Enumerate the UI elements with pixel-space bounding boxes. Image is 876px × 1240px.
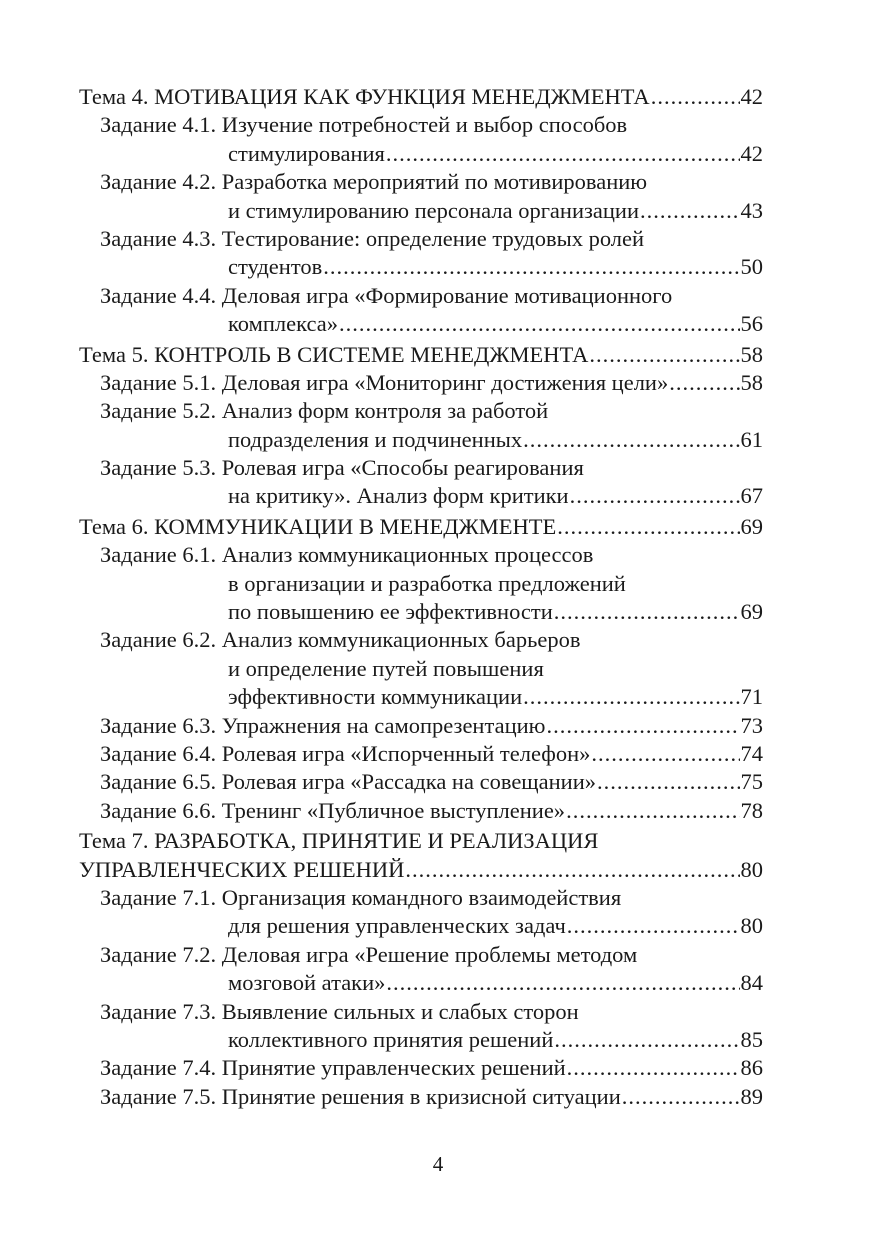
toc-continuation-line	[79, 426, 763, 454]
dot-leader	[339, 310, 740, 338]
toc-entry-text: Задание 7.2. Деловая игра «Решение проблемы методом	[100, 941, 638, 967]
toc-entry-text: Задание 4.4. Деловая игра «Формирование мотивационного	[100, 282, 673, 308]
dot-leader	[567, 1054, 740, 1082]
toc-entry-text: для решения управленческих задач	[228, 913, 566, 939]
toc-entry-text: по повышению ее эффективности	[228, 599, 553, 625]
dot-leader	[386, 969, 739, 997]
toc-topic-line	[79, 341, 763, 369]
toc-topic-line	[79, 856, 763, 884]
dot-leader	[523, 683, 739, 711]
toc-page-number: 71	[740, 684, 763, 710]
toc-task-line	[79, 998, 763, 1026]
toc-entry-text: Задание 4.3. Тестирование: определение трудовых ролей	[100, 225, 645, 251]
toc-entry-text: Задание 6.5. Ролевая игра «Рассадка на совещании»	[100, 769, 596, 795]
toc-page-number: 73	[740, 712, 763, 738]
toc-entry-text: коллективного принятия решений	[228, 1026, 554, 1052]
toc-continuation-line	[79, 482, 763, 510]
toc-topic-line	[79, 83, 763, 111]
dot-leader	[589, 341, 739, 369]
toc-entry-text: Задание 7.5. Принятие решения в кризисной ситуации	[100, 1083, 621, 1109]
toc-entry-text: Задание 5.1. Деловая игра «Мониторинг достижения цели»	[100, 369, 669, 395]
dot-leader	[570, 482, 740, 510]
toc-page-number: 56	[740, 311, 763, 337]
dot-leader	[405, 856, 739, 884]
dot-leader	[323, 253, 739, 281]
toc-page-number: 78	[740, 797, 763, 823]
toc-entry-text: Задание 6.2. Анализ коммуникационных барьеров	[100, 627, 581, 653]
toc-page-number: 58	[740, 369, 763, 395]
toc-task-line	[79, 941, 763, 969]
toc-task-line	[79, 168, 763, 196]
toc-entry-text: и стимулированию персонала организации	[228, 197, 639, 223]
toc-entry-text: стимулирования	[228, 140, 385, 166]
toc-continuation-line	[79, 969, 763, 997]
toc-task-line	[79, 626, 763, 654]
toc-continuation-line	[79, 197, 763, 225]
toc-task-line	[79, 884, 763, 912]
toc-entry-text: студентов	[228, 254, 323, 280]
toc-task-line	[79, 797, 763, 825]
dot-leader	[591, 740, 739, 768]
toc-entry-text: подразделения и подчиненных	[228, 426, 523, 452]
toc-continuation-line	[79, 310, 763, 338]
dot-leader	[557, 513, 739, 541]
toc-entry-text: Задание 5.2. Анализ форм контроля за работой	[100, 398, 549, 424]
toc-task-line	[79, 397, 763, 425]
toc-topic-line	[79, 827, 763, 855]
toc-entry-text: Задание 6.3. Упражнения на самопрезентацию	[100, 712, 546, 738]
dot-leader	[554, 598, 740, 626]
toc-entry-text: Тема 4. МОТИВАЦИЯ КАК ФУНКЦИЯ МЕНЕДЖМЕНТА	[79, 84, 650, 109]
dot-leader	[651, 83, 740, 111]
toc-page-number: 74	[740, 740, 763, 766]
toc-entry-text: и определение путей повышения	[228, 655, 544, 681]
toc-page-number: 43	[740, 197, 763, 223]
toc-page-number: 80	[740, 913, 763, 939]
toc-entry-text: Задание 4.2. Разработка мероприятий по мотивированию	[100, 169, 648, 195]
page-number: 4	[432, 1152, 444, 1176]
dot-leader	[386, 140, 740, 168]
toc-entry-text: Задание 6.1. Анализ коммуникационных процессов	[100, 542, 594, 568]
toc-entry-text: Задание 7.3. Выявление сильных и слабых сторон	[100, 998, 579, 1024]
toc-entry-text: Тема 6. КОММУНИКАЦИИ В МЕНЕДЖМЕНТЕ	[79, 513, 557, 539]
toc-continuation-line	[79, 655, 763, 683]
dot-leader	[523, 426, 739, 454]
toc-entry-text: Тема 7. РАЗРАБОТКА, ПРИНЯТИЕ И РЕАЛИЗАЦИЯ	[79, 828, 599, 854]
toc-topic-line	[79, 513, 763, 541]
toc-entry-text: Задание 7.1. Организация командного взаимодействия	[100, 884, 622, 910]
toc-entry-text: комплекса»	[228, 311, 338, 337]
dot-leader	[554, 1026, 739, 1054]
toc-page-number: 58	[740, 341, 763, 367]
toc-entry-text: в организации и разработка предложений	[228, 570, 626, 596]
toc-page-number: 89	[740, 1083, 763, 1109]
toc-continuation-line	[79, 140, 763, 168]
toc-entry-text: на критику». Анализ форм критики	[228, 483, 569, 509]
toc-page-number: 67	[740, 483, 763, 509]
toc-task-line	[79, 1054, 763, 1082]
toc-continuation-line	[79, 1026, 763, 1054]
toc-entry-text: УПРАВЛЕНЧЕСКИХ РЕШЕНИЙ	[79, 856, 405, 882]
dot-leader	[640, 197, 740, 225]
toc-task-line	[79, 712, 763, 740]
toc-page-number: 42	[740, 140, 763, 166]
toc-entry-text: Задание 6.6. Тренинг «Публичное выступление»	[100, 797, 566, 823]
toc-continuation-line	[79, 253, 763, 281]
toc-task-line	[79, 369, 763, 397]
toc-entry-text: Тема 5. КОНТРОЛЬ В СИСТЕМЕ МЕНЕДЖМЕНТА	[79, 341, 589, 367]
toc-continuation-line	[79, 912, 763, 940]
toc-task-line	[79, 740, 763, 768]
toc-continuation-line	[79, 598, 763, 626]
toc-page-number: 80	[740, 856, 763, 882]
toc-task-line	[79, 111, 763, 139]
toc-page-number: 86	[740, 1055, 763, 1081]
dot-leader	[669, 369, 739, 397]
toc-continuation-line	[79, 683, 763, 711]
dot-leader	[622, 1083, 740, 1111]
toc-continuation-line	[79, 570, 763, 598]
toc-page-number: 85	[740, 1026, 763, 1052]
toc-page-number: 84	[740, 970, 763, 996]
dot-leader	[546, 712, 739, 740]
toc-page-number: 69	[740, 513, 763, 539]
toc-entry-text: эффективности коммуникации	[228, 684, 523, 710]
toc-page-number: 42	[740, 84, 763, 109]
dot-leader	[566, 797, 739, 825]
toc-task-line	[79, 282, 763, 310]
toc-task-line	[79, 225, 763, 253]
toc-page-number: 50	[740, 254, 763, 280]
toc-entry-text: Задание 4.1. Изучение потребностей и выбор способов	[100, 112, 628, 138]
toc-entry-text: Задание 7.4. Принятие управленческих решений	[100, 1055, 566, 1081]
toc-page-number: 61	[740, 426, 763, 452]
toc-task-line	[79, 454, 763, 482]
toc-task-line	[79, 768, 763, 796]
toc-entry-text: Задание 6.4. Ролевая игра «Испорченный телефон»	[100, 740, 591, 766]
toc-task-line	[79, 1083, 763, 1111]
table-of-contents	[79, 83, 763, 1111]
toc-entry-text: Задание 5.3. Ролевая игра «Способы реагирования	[100, 455, 584, 481]
toc-entry-text: мозговой атаки»	[228, 970, 386, 996]
toc-task-line	[79, 541, 763, 569]
dot-leader	[567, 912, 740, 940]
dot-leader	[597, 768, 740, 796]
toc-page-number: 69	[740, 599, 763, 625]
toc-page-number: 75	[740, 769, 763, 795]
